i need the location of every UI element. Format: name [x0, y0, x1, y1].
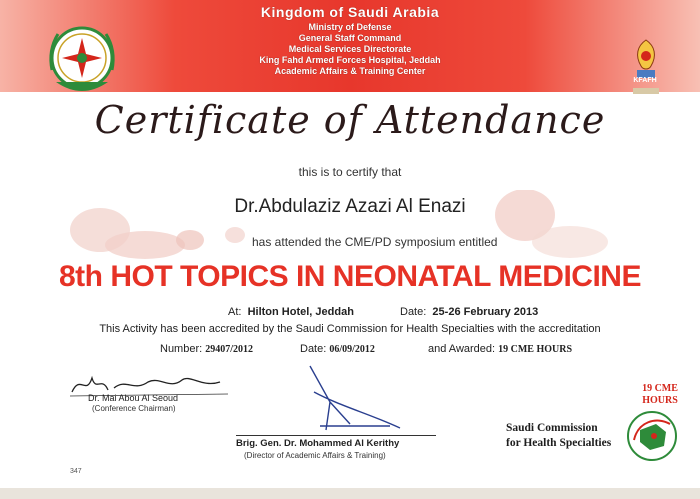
kfafh-logo-text: KFAFH	[633, 77, 657, 84]
scfhs-line2: for Health Specialties	[506, 437, 612, 449]
certify-text: this is to certify that	[298, 165, 402, 179]
director-role: (Director of Academic Affairs & Training)	[244, 451, 386, 460]
bottom-edge	[0, 488, 700, 499]
accreditation-number-line	[160, 343, 253, 355]
accreditation-text: This Activity has been accredited by the Saudi Commission for Health Specialties with the accreditation	[99, 323, 601, 335]
serial-number: 347	[70, 468, 82, 475]
cme-hours-line2: HOURS	[642, 395, 678, 406]
recipient-name: Dr.Abdulaziz Azazi Al Enazi	[234, 196, 466, 217]
scfhs-text	[506, 421, 611, 451]
chairman-name: Dr. Mai Abou Al Seoud	[88, 393, 179, 403]
number-label: Number:	[160, 343, 203, 355]
date-value: 25-26 February 2013	[432, 306, 539, 318]
number-value: 29407/2012	[205, 344, 254, 355]
venue-value: Hilton Hotel, Jeddah	[247, 306, 354, 318]
header-line-center: Academic Affairs & Training Center	[274, 66, 426, 76]
date-label: Date:	[400, 306, 427, 318]
venue-label: At:	[228, 306, 242, 318]
accr-date-value: 06/09/2012	[329, 344, 375, 355]
header-line-ministry: Ministry of Defense	[308, 22, 392, 32]
director-signature-line	[236, 435, 436, 436]
scfhs-logo-icon	[626, 410, 678, 462]
header-line-directorate: Medical Services Directorate	[288, 44, 412, 54]
date-line	[400, 306, 538, 318]
accr-date-label: Date:	[300, 343, 327, 355]
medical-services-emblem-icon	[42, 20, 122, 98]
attended-text: has attended the CME/PD symposium entitled	[252, 235, 498, 249]
header-kingdom: Kingdom of Saudi Arabia	[260, 4, 440, 20]
header-line-command: General Staff Command	[298, 33, 402, 43]
scfhs-line1: Saudi Commission	[506, 422, 598, 434]
chairman-role: (Conference Chairman)	[92, 404, 176, 413]
venue-line	[228, 306, 354, 318]
director-name: Brig. Gen. Dr. Mohammed Al Kerithy	[236, 438, 400, 449]
awarded-value: 19 CME HOURS	[498, 344, 573, 355]
director-signature	[290, 362, 420, 434]
header-line-hospital: King Fahd Armed Forces Hospital, Jeddah	[259, 55, 441, 65]
awarded-label: and Awarded:	[428, 343, 496, 355]
kfafh-logo-icon	[627, 36, 665, 96]
cme-hours-badge	[630, 383, 690, 407]
cme-hours-line1: 19 CME	[642, 383, 678, 394]
accreditation-date-line	[300, 343, 375, 355]
certificate-title: Certificate of Attendance	[94, 98, 606, 142]
awarded-line	[428, 343, 572, 355]
event-title: 8th HOT TOPICS IN NEONATAL MEDICINE	[59, 260, 641, 293]
